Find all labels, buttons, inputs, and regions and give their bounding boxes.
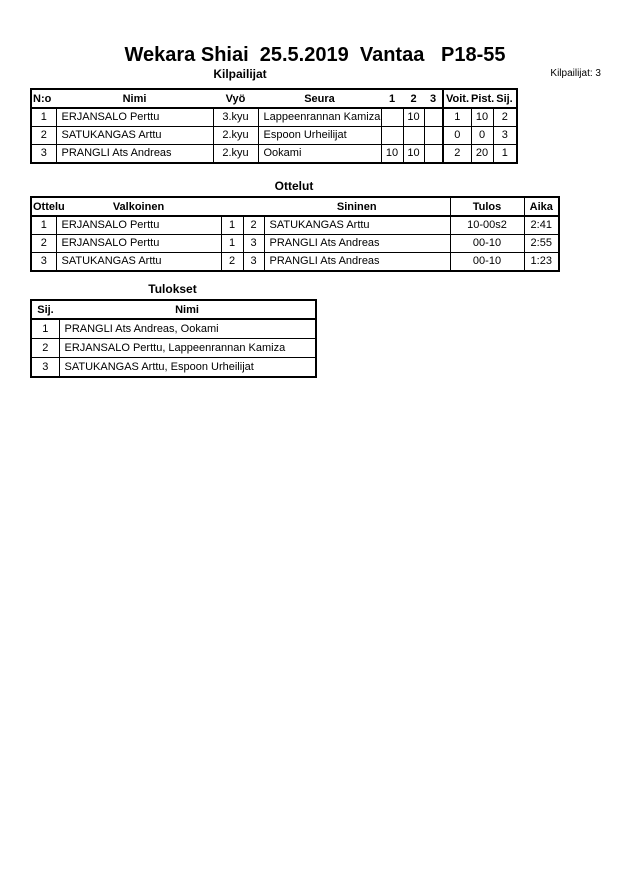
ottelut-table — [30, 196, 560, 272]
cell-round2: 10 — [403, 108, 424, 127]
cell-blue-number: 2 — [243, 216, 264, 235]
col-header-nimi: Nimi — [56, 89, 213, 108]
col-header-sij: Sij. — [493, 89, 517, 108]
cell-no: 2 — [31, 127, 56, 145]
cell-round1 — [381, 108, 403, 127]
cell-nimi: ERJANSALO Perttu, Lappeenrannan Kamiza — [59, 339, 316, 358]
cell-white-number: 1 — [221, 216, 243, 235]
kilpailijat-heading: Kilpailijat — [213, 67, 267, 81]
col-header-no: N:o — [31, 89, 56, 108]
cell-sij: 2 — [493, 108, 517, 127]
cell-pist: 20 — [471, 145, 493, 164]
cell-sij: 1 — [31, 319, 59, 339]
cell-tulos: 00-10 — [450, 235, 524, 253]
cell-round2: 10 — [403, 145, 424, 164]
cell-nimi: SATUKANGAS Arttu — [56, 127, 213, 145]
col-header-seura: Seura — [258, 89, 381, 108]
cell-voit: 1 — [443, 108, 471, 127]
cell-nimi: PRANGLI Ats Andreas, Ookami — [59, 319, 316, 339]
tulokset-heading: Tulokset — [148, 282, 197, 296]
table-row — [31, 319, 316, 339]
kilpailijat-table — [30, 88, 518, 164]
cell-white-number: 2 — [221, 253, 243, 272]
cell-aika: 2:41 — [524, 216, 559, 235]
cell-vyo: 2.kyu — [213, 145, 258, 164]
cell-no: 3 — [31, 145, 56, 164]
col-header-tulos: Tulos — [450, 197, 524, 216]
cell-sij: 3 — [31, 358, 59, 378]
cell-round1 — [381, 127, 403, 145]
col-header-voit: Voit. — [443, 89, 471, 108]
cell-no: 1 — [31, 108, 56, 127]
col-header-round2: 2 — [403, 89, 424, 108]
competitor-count-label: Kilpailijat: 3 — [550, 68, 601, 79]
tulokset-header-row — [31, 300, 316, 319]
cell-nimi: PRANGLI Ats Andreas — [56, 145, 213, 164]
table-row — [31, 358, 316, 378]
cell-vyo: 3.kyu — [213, 108, 258, 127]
cell-round2 — [403, 127, 424, 145]
cell-round3 — [424, 127, 443, 145]
cell-valkoinen: ERJANSALO Perttu — [56, 235, 221, 253]
cell-seura: Espoon Urheilijat — [258, 127, 381, 145]
cell-match-no: 3 — [31, 253, 56, 272]
cell-sininen: SATUKANGAS Arttu — [264, 216, 450, 235]
cell-aika: 1:23 — [524, 253, 559, 272]
cell-sij: 2 — [31, 339, 59, 358]
table-row — [31, 235, 559, 253]
col-header-pist: Pist. — [471, 89, 493, 108]
cell-sininen: PRANGLI Ats Andreas — [264, 253, 450, 272]
cell-nimi: SATUKANGAS Arttu, Espoon Urheilijat — [59, 358, 316, 378]
cell-match-no: 1 — [31, 216, 56, 235]
col-header-ottelu: Ottelu — [31, 197, 56, 216]
cell-round3 — [424, 108, 443, 127]
cell-tulos: 10-00s2 — [450, 216, 524, 235]
col-header-vyo: Vyö — [213, 89, 258, 108]
col-header-round1: 1 — [381, 89, 403, 108]
cell-seura: Lappeenrannan Kamiza — [258, 108, 381, 127]
table-row — [31, 145, 517, 164]
col-header-white-number — [221, 197, 243, 216]
cell-sij: 3 — [493, 127, 517, 145]
cell-nimi: ERJANSALO Perttu — [56, 108, 213, 127]
cell-pist: 10 — [471, 108, 493, 127]
cell-vyo: 2.kyu — [213, 127, 258, 145]
page-title: Wekara Shiai 25.5.2019 Vantaa P18-55 — [124, 44, 506, 66]
cell-pist: 0 — [471, 127, 493, 145]
cell-voit: 2 — [443, 145, 471, 164]
ottelut-heading: Ottelut — [274, 179, 314, 193]
table-row — [31, 216, 559, 235]
cell-round1: 10 — [381, 145, 403, 164]
cell-valkoinen: ERJANSALO Perttu — [56, 216, 221, 235]
cell-voit: 0 — [443, 127, 471, 145]
col-header-round3: 3 — [424, 89, 443, 108]
cell-seura: Ookami — [258, 145, 381, 164]
cell-valkoinen: SATUKANGAS Arttu — [56, 253, 221, 272]
table-row — [31, 108, 517, 127]
tulokset-table — [30, 299, 317, 378]
col-header-sininen: Sininen — [264, 197, 450, 216]
cell-blue-number: 3 — [243, 235, 264, 253]
table-row — [31, 339, 316, 358]
table-row — [31, 253, 559, 272]
col-header-nimi: Nimi — [59, 300, 316, 319]
cell-blue-number: 3 — [243, 253, 264, 272]
cell-sij: 1 — [493, 145, 517, 164]
ottelut-header-row — [31, 197, 559, 216]
cell-match-no: 2 — [31, 235, 56, 253]
cell-sininen: PRANGLI Ats Andreas — [264, 235, 450, 253]
cell-white-number: 1 — [221, 235, 243, 253]
cell-aika: 2:55 — [524, 235, 559, 253]
col-header-aika: Aika — [524, 197, 559, 216]
table-row — [31, 127, 517, 145]
cell-round3 — [424, 145, 443, 164]
col-header-sij: Sij. — [31, 300, 59, 319]
kilpailijat-header-row — [31, 89, 517, 108]
col-header-blue-number — [243, 197, 264, 216]
cell-tulos: 00-10 — [450, 253, 524, 272]
col-header-valkoinen: Valkoinen — [56, 197, 221, 216]
